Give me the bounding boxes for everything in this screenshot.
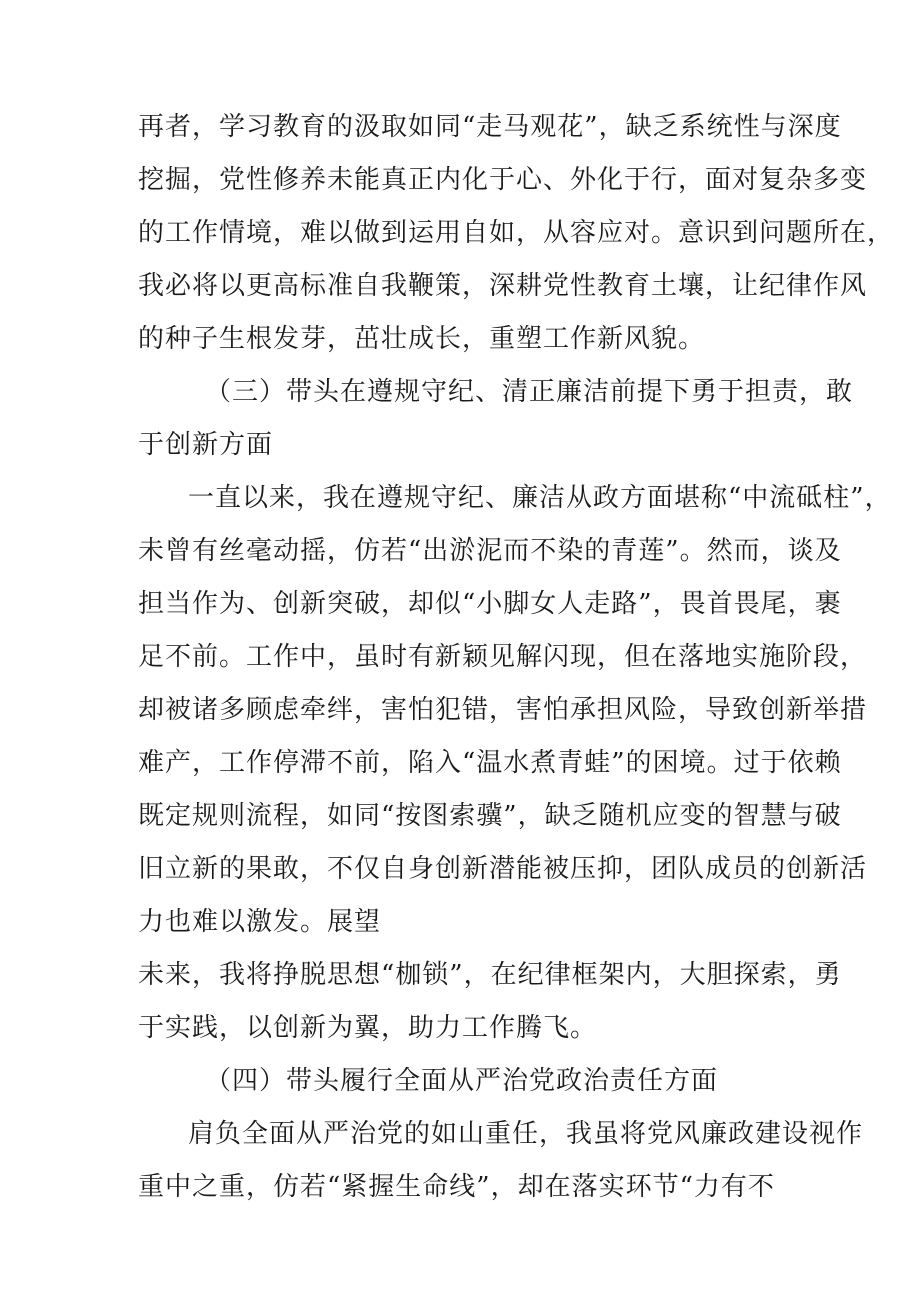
body-text-line: 担当作为、创新突破，却似“小脚女人走路”，畏首畏尾，裹 <box>138 589 842 619</box>
body-text-line: 我必将以更高标准自我鞭策，深耕党性教育土壤，让纪律作风 <box>138 271 868 301</box>
body-text-line: 的种子生根发芽，茁壮成长，重塑工作新风貌。 <box>138 324 706 354</box>
body-text-line: 难产，工作停滞不前，陷入“温水煮青蛙”的困境。过于依赖 <box>138 748 842 778</box>
body-text-line: 挖掘，党性修养未能真正内化于心、外化于行，面对复杂多变 <box>138 165 868 195</box>
body-text-line: 旧立新的果敢，不仅自身创新潜能被压抑，团队成员的创新活 <box>138 854 868 884</box>
body-text-line: 未曾有丝毫动摇，仿若“出淤泥而不染的青莲”。然而，谈及 <box>138 536 842 566</box>
body-text-line: 却被诸多顾虑牵绊，害怕犯错，害怕承担风险，导致创新举措 <box>138 695 868 725</box>
body-text-line: 一直以来，我在遵规守纪、廉洁从政方面堪称“中流砥柱”， <box>188 483 892 513</box>
section-heading-3: （三）带头在遵规守纪、清正廉洁前提下勇于担责，敢 <box>205 377 854 407</box>
section-heading-4: （四）带头履行全面从严治党政治责任方面 <box>205 1066 719 1096</box>
body-text-line: 力也难以激发。展望 <box>138 907 382 937</box>
body-text-line: 重中之重，仿若“紧握生命线”，却在落实环节“力有不 <box>138 1172 775 1202</box>
body-text-line: 于实践，以创新为翼，助力工作腾飞。 <box>138 1013 598 1043</box>
body-text-line: 的工作情境，难以做到运用自如，从容应对。意识到问题所在， <box>138 218 895 248</box>
body-text-line: 既定规则流程，如同“按图索骥”，缺乏随机应变的智慧与破 <box>138 801 842 831</box>
body-text-line: 再者，学习教育的汲取如同“走马观花”，缺乏系统性与深度 <box>138 112 842 142</box>
body-text-line: 足不前。工作中，虽时有新颖见解闪现，但在落地实施阶段， <box>138 642 868 672</box>
section-heading-3-continued: 于创新方面 <box>138 430 274 460</box>
body-text-line: 肩负全面从严治党的如山重任，我虽将党风廉政建设视作 <box>188 1119 864 1149</box>
body-text-line: 未来，我将挣脱思想“枷锁”，在纪律框架内，大胆探索，勇 <box>138 960 842 990</box>
